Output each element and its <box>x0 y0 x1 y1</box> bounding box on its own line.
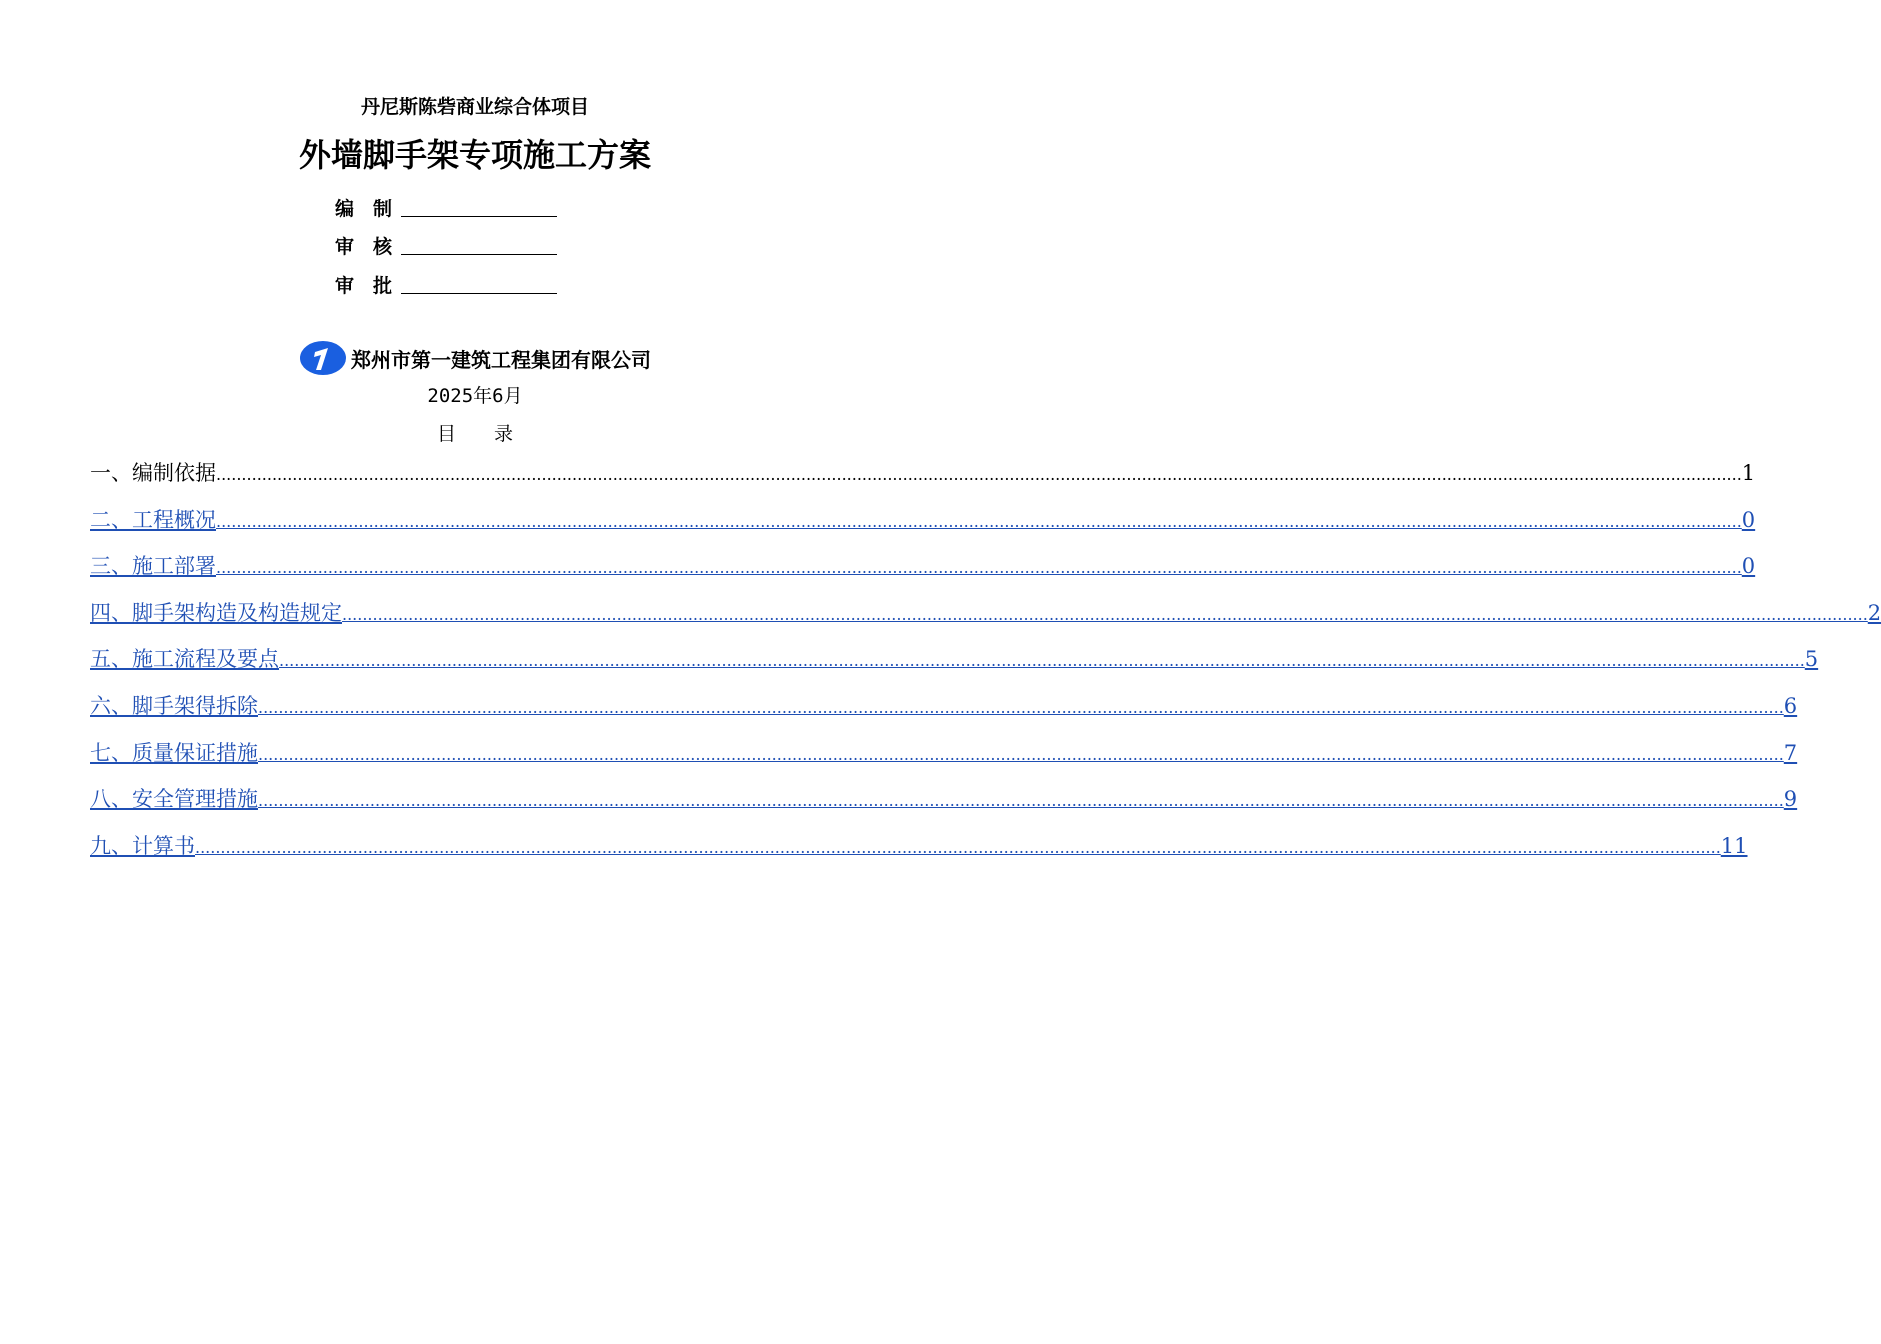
toc-item-title: 一、编制依据 <box>90 461 216 485</box>
signature-label: 审 核 <box>335 236 393 259</box>
document-title: 外墙脚手架专项施工方案 <box>298 136 651 174</box>
toc-item[interactable] <box>90 546 1756 593</box>
toc-item[interactable] <box>90 733 1798 780</box>
toc-item-page-number: 0 <box>1741 554 1756 579</box>
document-date: 2025年6月 <box>427 385 523 407</box>
signature-line <box>401 271 557 294</box>
signature-line <box>401 232 557 255</box>
toc-item-title: 四、脚手架构造及构造规定 <box>90 600 342 625</box>
toc-item-page-number: 2 <box>1867 600 1881 625</box>
toc-item-title: 三、施工部署 <box>90 554 216 579</box>
toc-item-title: 九、计算书 <box>90 833 195 858</box>
toc-dot-leader: ............................................................................................................................................................................................................................................................................................................ <box>342 604 1868 624</box>
toc-dot-leader: ............................................................................................................................................................................................................................................................................................................ <box>216 558 1742 578</box>
signature-label: 编 制 <box>335 197 393 220</box>
company-logo-icon <box>299 340 347 376</box>
toc-item-title: 二、工程概况 <box>90 507 216 532</box>
company-header <box>0 340 950 376</box>
toc-dot-leader: ............................................................................................................................................................................................................................................................................................................ <box>195 837 1721 857</box>
toc-item[interactable] <box>90 779 1798 826</box>
toc-item-page-number: 5 <box>1804 647 1819 672</box>
toc-heading-text: 目 录 <box>436 423 513 445</box>
toc-item-page-number: 0 <box>1741 507 1756 532</box>
signature-label: 审 批 <box>335 274 393 297</box>
toc-dot-leader: ............................................................................................................................................................................................................................................................................................................ <box>216 465 1742 484</box>
toc-item[interactable] <box>90 593 1881 640</box>
toc-item <box>90 453 1756 500</box>
toc-item[interactable] <box>90 686 1798 733</box>
toc-dot-leader: ............................................................................................................................................................................................................................................................................................................ <box>258 697 1784 717</box>
toc-item-title: 八、安全管理措施 <box>90 787 258 812</box>
toc-dot-leader: ............................................................................................................................................................................................................................................................................................................ <box>258 791 1784 811</box>
toc-item-page-number: 11 <box>1720 833 1748 858</box>
toc-item-title: 七、质量保证措施 <box>90 740 258 765</box>
signature-row-review <box>335 227 595 266</box>
project-name: 丹尼斯陈砦商业综合体项目 <box>360 96 589 118</box>
toc-item[interactable] <box>90 639 1819 686</box>
toc-dot-leader: ............................................................................................................................................................................................................................................................................................................ <box>216 511 1742 531</box>
toc-item[interactable] <box>90 500 1756 547</box>
signature-row-approve <box>335 265 595 304</box>
toc-item-page-number: 1 <box>1741 461 1756 485</box>
signature-line <box>401 194 557 217</box>
toc-item-page-number: 6 <box>1783 693 1798 718</box>
toc-item-title: 六、脚手架得拆除 <box>90 693 258 718</box>
table-of-contents <box>90 453 1881 872</box>
signature-row-compile <box>335 188 595 227</box>
toc-item[interactable] <box>90 826 1748 873</box>
toc-dot-leader: ............................................................................................................................................................................................................................................................................................................ <box>258 744 1784 764</box>
toc-item-page-number: 7 <box>1783 740 1798 765</box>
toc-heading <box>0 419 950 446</box>
signature-block <box>335 188 595 304</box>
toc-item-title: 五、施工流程及要点 <box>90 647 279 672</box>
toc-dot-leader: ............................................................................................................................................................................................................................................................................................................ <box>279 651 1805 671</box>
toc-item-page-number: 9 <box>1783 787 1798 812</box>
company-name: 郑州市第一建筑工程集团有限公司 <box>351 347 651 372</box>
